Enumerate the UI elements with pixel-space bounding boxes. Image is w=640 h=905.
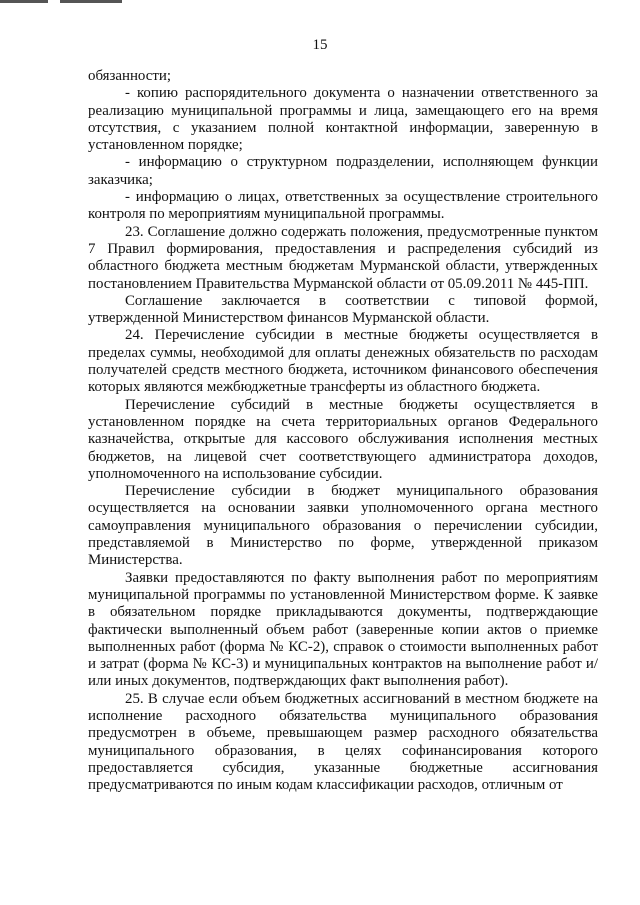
paragraph-clause-23: 23. Соглашение должно содержать положения, предусмотренные пунктом 7 Правил формирования, предоставления и распределения субсидий из областного бюджета местным бюджетам Мурманской области, утвержденных постановлением Правительства Мурманской области от 05.09.2011 № 445-ПП. bbox=[88, 223, 598, 292]
paragraph-agreement-form: Соглашение заключается в соответствии с типовой формой, утвержденной Министерством финансов Мурманской области. bbox=[88, 292, 598, 327]
paragraph-clause-25: 25. В случае если объем бюджетных ассигнований в местном бюджете на исполнение расходного обязательства муниципального образования предусмотрен в объеме, превышающем размер расходного обязательства муниципального образования, в целях софинансирования которого предоставляется субсидия, указанные бюджетные ассигнования предусматриваются по иным кодам классификации расходов, отличным от bbox=[88, 690, 598, 794]
paragraph-subsidy-transfer: Перечисление субсидий в местные бюджеты осуществляется в установленном порядке на счета территориальных органов Федерального казначейства, открытые для кассового обслуживания исполнения местных бюджетов, на лицевой счет соответствующего администратора доходов, уполномоченного на использование субсидии. bbox=[88, 396, 598, 482]
paragraph-applications: Заявки предоставляются по факту выполнения работ по мероприятиям муниципальной программы по установленной Министерством форме. К заявке в обязательном порядке прикладываются документы, подтверждающие фактически выполненный объем работ (заверенные копии актов о приемке выполненных работ (форма № КС-2), справок о стоимости выполненных работ и затрат (форма № КС-3) и муниципальных контрактов на выполнение работ и/или иных документов, подтверждающих факт выполнения работ). bbox=[88, 569, 598, 690]
page-number: 15 bbox=[312, 37, 328, 53]
paragraph-clause-24: 24. Перечисление субсидии в местные бюджеты осуществляется в пределах суммы, необходимой для оплаты денежных обязательств по расходам получателей средств местного бюджета, источником финансового обеспечения которых являются межбюджетные трансферты из областного бюджета. bbox=[88, 327, 598, 396]
paragraph-municipal-transfer: Перечисление субсидии в бюджет муниципального образования осуществляется на основании заявки уполномоченного органа местного самоуправления муниципального образования о перечислении субсидии, представляемой в Министерство по форме, утвержденной приказом Министерства. bbox=[88, 483, 598, 569]
document-body bbox=[88, 68, 598, 794]
paragraph-construction-control: - информацию о лицах, ответственных за осуществление строительного контроля по мероприятиям муниципальной программы. bbox=[88, 189, 598, 223]
scan-edge-mark bbox=[0, 0, 130, 4]
paragraph-structural-unit: - информацию о структурном подразделении, исполняющем функции заказчика; bbox=[88, 154, 598, 188]
paragraph-obligations-end: обязанности; bbox=[88, 68, 171, 84]
paragraph-order-copy: - копию распорядительного документа о назначении ответственного за реализацию муниципальной программы и лица, замещающего его на время отсутствия, с указанием полной контактной информации, заверенную в установленном порядке; bbox=[88, 85, 598, 154]
